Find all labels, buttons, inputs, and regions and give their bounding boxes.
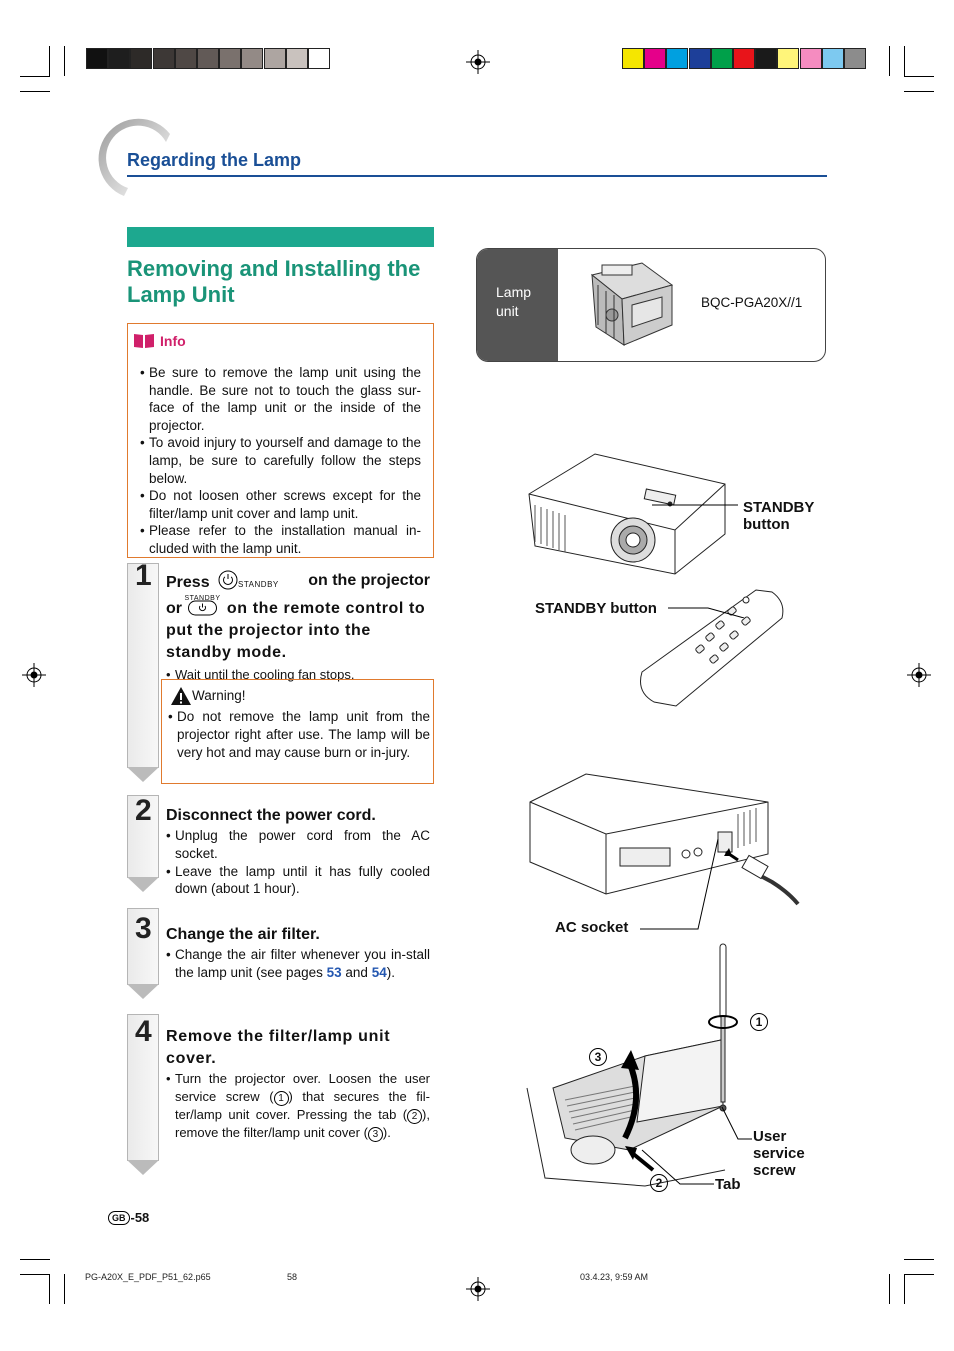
step-4-text: ). <box>382 1124 391 1140</box>
screw-callout-line-2: service <box>753 1145 805 1162</box>
lamp-unit-panel <box>476 248 826 362</box>
step-1-head-or: or <box>166 600 182 617</box>
step-number: 2 <box>135 794 152 827</box>
title-accent-bar <box>127 227 434 247</box>
lamp-label-1: Lamp <box>496 284 532 300</box>
info-box <box>127 323 434 558</box>
registration-mark-icon <box>466 1277 490 1301</box>
step-2-body <box>166 805 430 898</box>
warning-bullet: • Do not remove the lamp unit from the projector right after use. The lamp will be very hot and may cause burn or in-jury. <box>168 708 430 761</box>
warning-box <box>161 679 434 784</box>
page-number-value: -58 <box>130 1210 150 1225</box>
power-icon <box>218 570 238 590</box>
step-1-head-projector: on the projector <box>308 572 430 589</box>
standby-remote-callout: STANDBY button <box>535 600 657 617</box>
standby-callout-line-2: button <box>743 516 790 533</box>
step-2-head: Disconnect the power cord. <box>166 807 376 824</box>
step-4-head: Remove the filter/lamp unit cover. <box>166 1028 391 1067</box>
book-icon <box>133 332 155 349</box>
step-4-body <box>166 1026 430 1142</box>
step-3-text-end: ). <box>386 964 395 980</box>
step-2-bullet: • Unplug the power cord from the AC socket. <box>166 827 430 863</box>
standby-button-callout <box>743 499 814 533</box>
footer-date: 03.4.23, 9:59 AM <box>580 1272 649 1282</box>
color-swatch <box>108 48 130 69</box>
step-3-head: Change the air filter. <box>166 926 320 943</box>
info-bullet: • Do not loosen other screws except for the filter/lamp unit cover and lamp unit. <box>140 487 421 522</box>
tab-callout: Tab <box>715 1176 741 1193</box>
screw-callout-line-1: User <box>753 1128 787 1145</box>
step-1-body <box>166 570 430 684</box>
warning-label: Warning! <box>192 688 246 703</box>
page-53-link[interactable]: 53 <box>326 964 342 980</box>
color-swatch <box>733 48 755 69</box>
standby-leader-line <box>650 495 740 515</box>
footer-page: 58 <box>287 1272 298 1282</box>
registration-mark-icon <box>907 663 931 687</box>
lamp-unit-image <box>572 255 687 355</box>
step-4-text: ) that secures the fil-ter/lamp unit cover. Pressing the tab ( <box>175 1088 430 1122</box>
step-tab <box>127 563 159 768</box>
footer-filename: PG-A20X_E_PDF_P51_62.p65 <box>85 1272 211 1282</box>
projector-front-image <box>525 450 730 580</box>
info-bullet: • Be sure to remove the lamp unit using the handle. Be sure not to touch the glass sur-face of the lamp unit or the inside of the projector. <box>140 364 421 434</box>
color-swatch <box>666 48 688 69</box>
color-swatch <box>219 48 241 69</box>
step-3-text-and: and <box>345 964 368 980</box>
page-number <box>108 1210 149 1225</box>
color-swatch <box>711 48 733 69</box>
step-1-head-rest: on the remote control to put the projector into the standby mode. <box>166 600 426 661</box>
color-swatch <box>622 48 644 69</box>
standby-remote-leader-line <box>668 598 748 618</box>
step-1-bullet: • Wait until the cooling fan stops. <box>166 666 430 684</box>
color-swatch <box>175 48 197 69</box>
callout-number-1: 1 <box>750 1013 768 1031</box>
user-service-screw-callout <box>753 1128 805 1179</box>
lamp-label-2: unit <box>496 303 519 319</box>
standby-key-label: STANDBY <box>238 580 279 589</box>
circled-number: 3 <box>368 1127 383 1142</box>
warning-triangle-icon <box>170 686 192 706</box>
circled-number: 1 <box>274 1091 289 1106</box>
info-bullet: • To avoid injury to yourself and damage to the lamp, be sure to carefully follow the steps below. <box>140 434 421 487</box>
ac-socket-callout: AC socket <box>555 919 629 936</box>
page-54-link[interactable]: 54 <box>371 964 387 980</box>
color-swatch <box>689 48 711 69</box>
color-swatch <box>755 48 777 69</box>
color-swatch <box>844 48 866 69</box>
step-3-text: Change the air filter whenever you in-stall the lamp unit (see pages <box>175 947 430 980</box>
region-badge: GB <box>108 1211 130 1225</box>
standby-callout-line-1: STANDBY <box>743 499 815 516</box>
section-rule <box>127 175 827 177</box>
step-number: 3 <box>135 912 152 945</box>
callout-number-2: 2 <box>650 1174 668 1192</box>
lamp-model-code: BQC-PGA20X//1 <box>701 295 803 310</box>
remote-standby-key-label: STANDBY <box>184 595 221 602</box>
step-number: 1 <box>135 559 152 592</box>
page-title: Removing and Installing the Lamp Unit <box>127 256 421 307</box>
step-number: 4 <box>135 1015 152 1048</box>
color-swatch <box>197 48 219 69</box>
color-swatch <box>130 48 152 69</box>
screw-callout-line-3: screw <box>753 1162 796 1179</box>
step-3-body <box>166 924 430 982</box>
lamp-unit-side <box>477 249 558 361</box>
color-swatch <box>264 48 286 69</box>
color-swatch <box>286 48 308 69</box>
color-swatch <box>777 48 799 69</box>
info-label: Info <box>160 333 186 349</box>
circled-number: 2 <box>407 1109 422 1124</box>
info-bullet: • Please refer to the installation manual in-cluded with the lamp unit. <box>140 522 421 557</box>
color-swatch <box>153 48 175 69</box>
section-title: Regarding the Lamp <box>127 150 302 170</box>
step-4-text: ), remove the filter/lamp unit cover ( <box>175 1106 430 1140</box>
color-swatch <box>644 48 666 69</box>
color-swatch <box>308 48 330 69</box>
color-swatch <box>241 48 263 69</box>
color-swatch <box>800 48 822 69</box>
callout-number-3: 3 <box>589 1048 607 1066</box>
ac-socket-leader-line <box>638 836 728 936</box>
registration-mark-icon <box>22 663 46 687</box>
step-4-text: Turn the projector over. Loosen the user service screw ( <box>175 1071 430 1104</box>
registration-mark-icon <box>466 50 490 74</box>
step-2-bullet: • Leave the lamp until it has fully cooled down (about 1 hour). <box>166 863 430 899</box>
step-1-head-press: Press <box>166 574 210 591</box>
color-swatch <box>86 48 108 69</box>
color-swatch <box>822 48 844 69</box>
